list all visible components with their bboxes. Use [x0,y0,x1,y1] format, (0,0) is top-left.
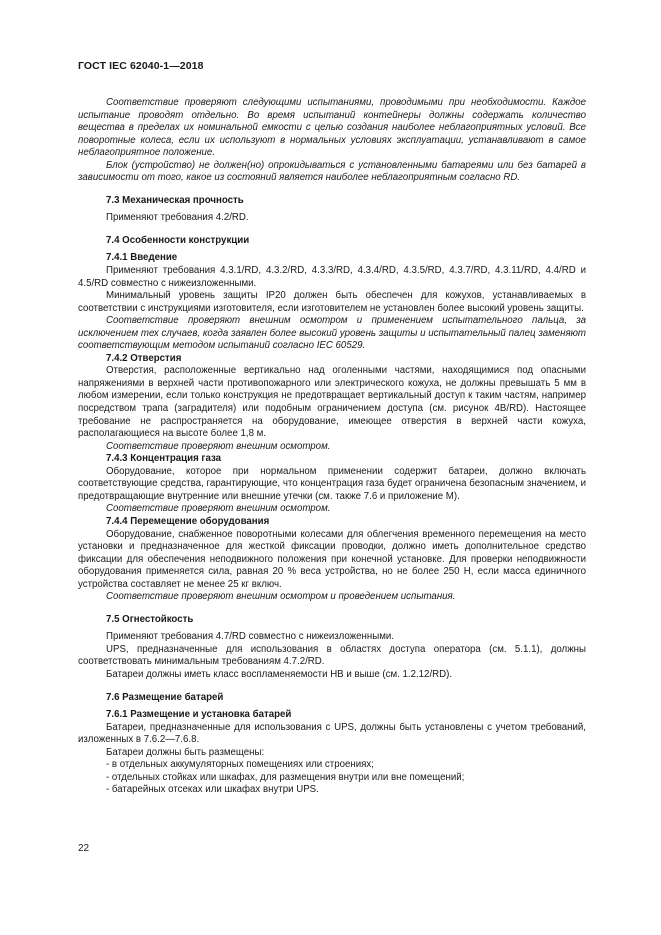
list-item: - отдельных стойках или шкафах, для размещения внутри или вне помещений; [106,771,465,783]
section-7-5-p3: Батареи должны иметь класс воспламеняемости НВ и выше (см. 1.2.12/RD). [106,668,453,680]
section-7-4-2-p1: Отверстия, расположенные вертикально над оголенными частями, находящимися под опасными напряжениями в верхней части противопожарного или электрического кожуха, не должны превышать 5 мм в любом измерении, если только конструкция не предотвращает вертикальный доступ к таким частям, например посредством трапа (заградителя) или подобным ограничением доступа (см. рисунок 4B/RD). Настоящее требование не распространяется на оборудование, имеющее отверстия в верхней части кожуха, располагающиеся на высоте более 1,8 м. [78,365,586,440]
section-7-4-1-p2: Минимальный уровень защиты IP20 должен быть обеспечен для кожухов, устанавливаемых в соответствии с инструкциями изготовителя, если изготовителем не установлен более высокий уровень защиты. [78,290,586,314]
section-7-4-3-title: 7.4.3 Концентрация газа [106,453,222,465]
paragraph-compliance-tests: Соответствие проверяют следующими испытаниями, проводимыми при необходимости. Каждое испытание проводят отдельно. Во время испытаний контейнеры должны содержать количество вещества в пределах их номинальной емкости с целью создания наиболее неблагоприятных условий. Все поворотные колеса, если их используют в нормальных условиях эксплуатации, устанавливают в самое неблагоприятное положение. [78,97,586,159]
page-number: 22 [78,843,90,854]
section-7-4-4-p2: Соответствие проверяют внешним осмотром и проведением испытания. [106,591,456,603]
section-7-3-text: Применяют требования 4.2/RD. [106,212,249,224]
document-header: ГОСТ IEC 62040-1—2018 [78,60,204,72]
section-7-4-1-p3: Соответствие проверяют внешним осмотром и применением испытательного пальца, за исключением тех случаев, когда заявлен более высокий уровень защиты и испытательный палец заменяют соответствующим методом испытаний согласно IEC 60529. [78,315,586,352]
section-7-4-4-p1: Оборудование, снабженное поворотными колесами для облегчения временного перемещения на место установки и предназначенное для жесткой фиксации проводки, должно иметь дополнительное средство фиксации для обеспечения неподвижного положения при конечной установке. Для проверки неподвижности оборудования применяется сила, равная 20 % веса устройства, но не более 250 Н, если масса единичного устройства составляет не менее 25 кг включ. [78,528,586,590]
section-7-4-4-title: 7.4.4 Перемещение оборудования [106,515,270,527]
section-7-4-1-p1: Применяют требования 4.3.1/RD, 4.3.2/RD, 4.3.3/RD, 4.3.4/RD, 4.3.5/RD, 4.3.7/RD, 4.3.11/RD, 4.4/RD и 4.5/RD совместно с нижеизложенными. [78,265,586,289]
section-7-6-title: 7.6 Размещение батарей [106,691,224,703]
paragraph-tipping: Блок (устройство) не должен(но) опрокидываться с установленными батареями или без батарей в зависимости от того, какое из состояний является наиболее неблагоприятным согласно RD. [78,159,586,184]
section-7-5-title: 7.5 Огнестойкость [106,613,194,625]
section-7-3-title: 7.3 Механическая прочность [106,194,244,206]
section-7-4-1-title: 7.4.1 Введение [106,252,178,264]
section-7-5-p1: Применяют требования 4.7/RD совместно с нижеизложенными. [106,631,394,643]
list-item: - батарейных отсеках или шкафах внутри UPS. [106,784,319,796]
section-7-4-2-title: 7.4.2 Отверстия [106,352,182,364]
section-7-6-1-p1: Батареи, предназначенные для использования с UPS, должны быть установлены с учетом требований, изложенных в 7.6.2—7.6.8. [78,721,586,746]
list-item: - в отдельных аккумуляторных помещениях или строениях; [106,759,374,771]
section-7-4-2-p2: Соответствие проверяют внешним осмотром. [106,440,331,452]
section-7-4-3-p2: Соответствие проверяют внешним осмотром. [106,503,331,515]
section-7-6-1-p2: Батареи должны быть размещены: [106,746,265,758]
section-7-6-1-title: 7.6.1 Размещение и установка батарей [106,709,292,721]
section-7-4-title: 7.4 Особенности конструкции [106,234,250,246]
document-body [78,97,586,797]
section-7-4-3-p1: Оборудование, которое при нормальном применении содержит батареи, должно включать соответствующие средства, гарантирующие, что концентрация газа будет ограничена безопасным значением, и предотвращающие внутренние или внешние утечки (см. также 7.6 и приложение M). [78,465,586,502]
section-7-5-p2: UPS, предназначенные для использования в областях доступа оператора (см. 5.1.1), должны соответствовать минимальным требованиям 4.7.2/RD. [78,643,586,668]
